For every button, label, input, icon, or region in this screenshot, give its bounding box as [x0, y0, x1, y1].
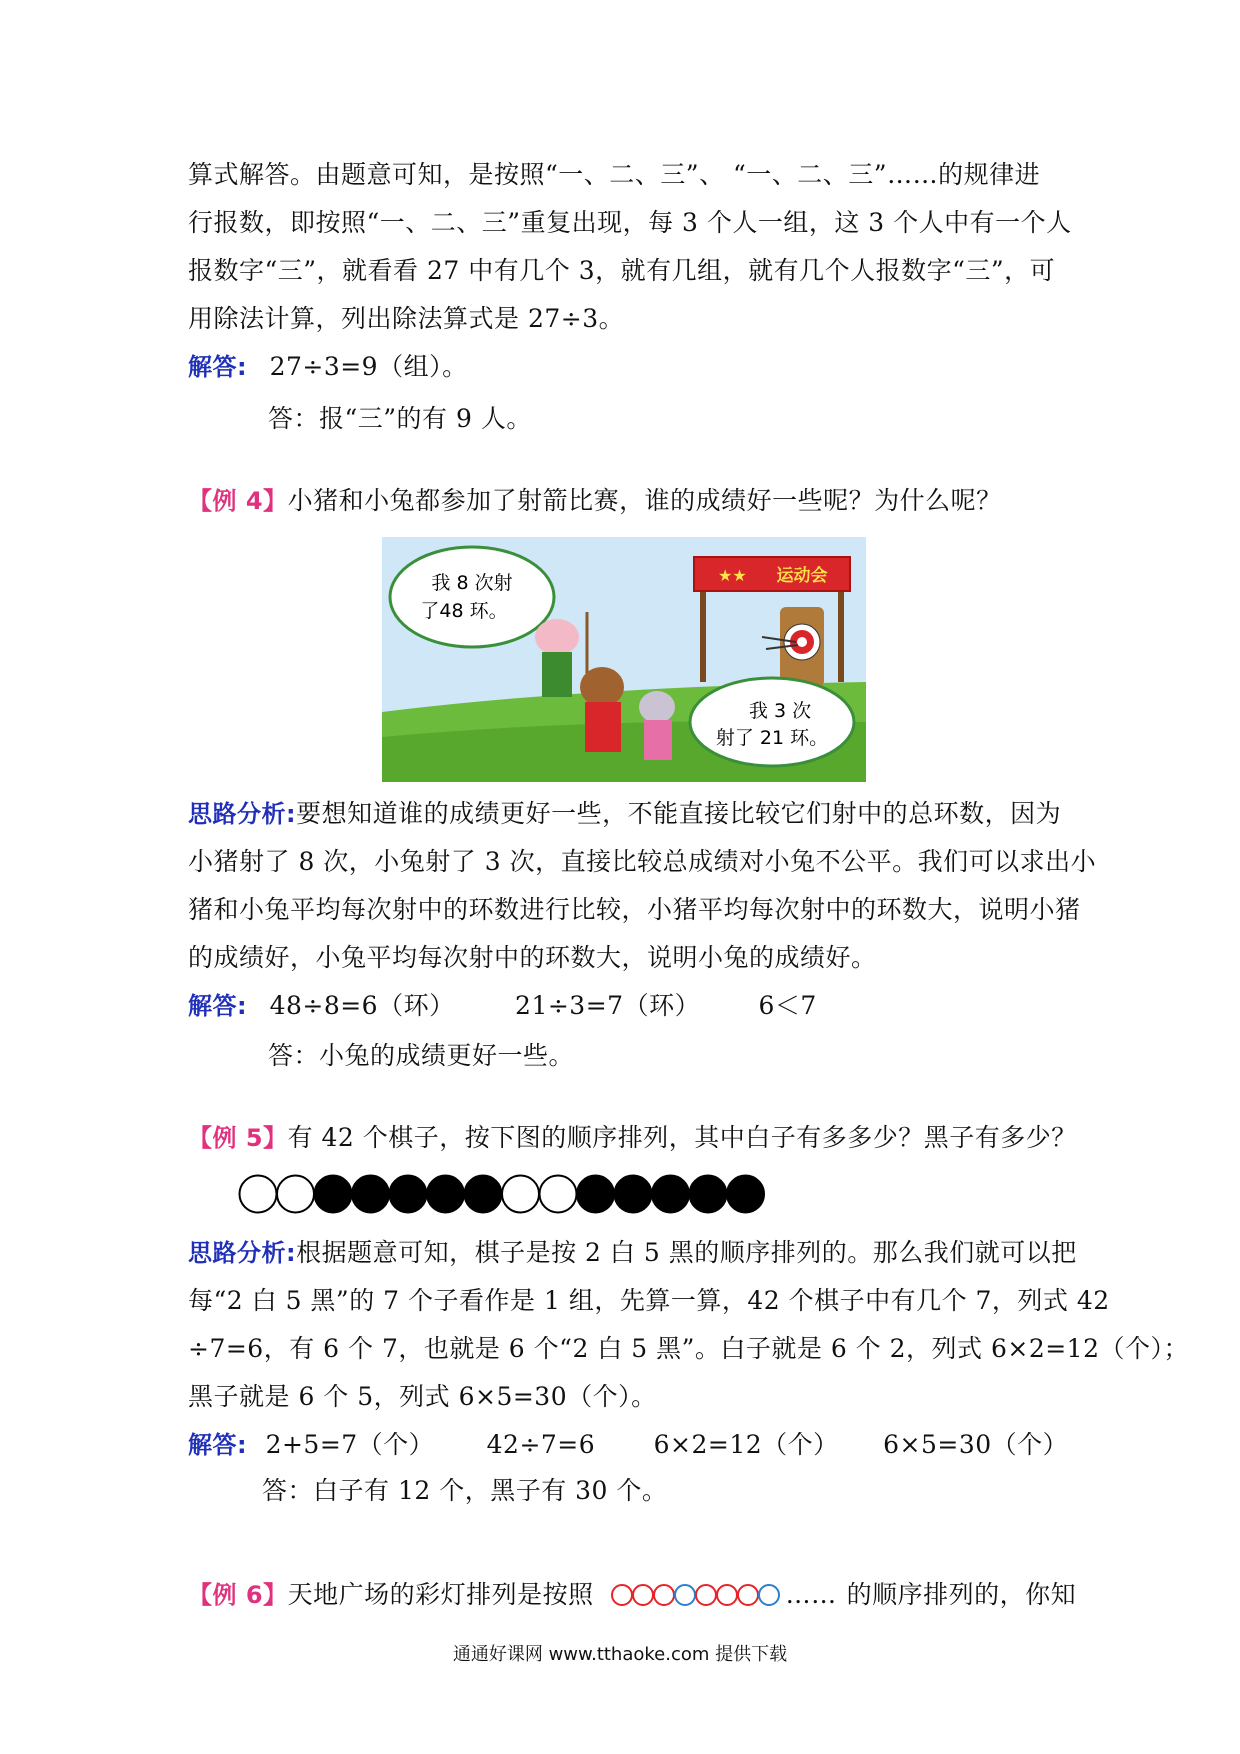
svg-text:★★: ★★ [718, 566, 747, 585]
question-text: 小猪和小兔都参加了射箭比赛，谁的成绩好一些呢？为什么呢？ [287, 486, 1002, 515]
question-text: 的顺序排列的，你知 [846, 1580, 1077, 1609]
answer-expression: 6×5=30（个） [883, 1430, 1069, 1459]
analysis-label: 思路分析: [188, 1239, 297, 1267]
red-light [717, 1585, 737, 1605]
question-text: 天地广场的彩灯排列是按照 [287, 1580, 594, 1609]
paragraph-line: 用除法计算，列出除法算式是 27÷3。 [188, 304, 625, 333]
analysis-text: 根据题意可知，棋子是按 2 白 5 黑的顺序排列的。那么我们就可以把 [296, 1238, 1077, 1267]
analysis-line [188, 797, 1061, 831]
paragraph-line: 算式解答。由题意可知，是按照“一、二、三”、 “一、二、三”……的规律进 [188, 160, 1041, 189]
example-tag: 【例 6】 [188, 1581, 288, 1609]
example-6-question [188, 1578, 1076, 1612]
blue-light [759, 1585, 779, 1605]
answer-expression: 21÷3=7（环） [515, 991, 701, 1020]
black-piece [652, 1176, 689, 1213]
white-piece [540, 1176, 577, 1213]
reply-line: 答：白子有 12 个，黑子有 30 个。 [262, 1476, 668, 1505]
example-5-question [188, 1121, 1077, 1155]
black-piece [615, 1176, 652, 1213]
ellipsis: …… [785, 1580, 837, 1609]
answer-expression: 2+5=7（个） [265, 1430, 435, 1459]
bubble-left-line1: 我 8 次射 [431, 572, 513, 594]
black-piece [465, 1176, 502, 1213]
black-piece [727, 1176, 764, 1213]
reply-line: 答：报“三”的有 9 人。 [268, 404, 532, 433]
answer-label: 解答: [188, 353, 248, 381]
black-piece [390, 1176, 427, 1213]
analysis-line: 每“2 白 5 黑”的 7 个子看作是 1 组，先算一算，42 个棋子中有几个 7，列式 42 [188, 1286, 1110, 1315]
answer-label: 解答: [188, 1431, 248, 1459]
analysis-text: 要想知道谁的成绩更好一些，不能直接比较它们射中的总环数，因为 [296, 799, 1062, 828]
white-piece [240, 1176, 277, 1213]
example-4-question [188, 484, 1002, 518]
blue-light [675, 1585, 695, 1605]
answer-expression: 42÷7=6 [486, 1430, 596, 1459]
answer-line [188, 1428, 1068, 1462]
answer-expression: 6＜7 [758, 991, 817, 1020]
analysis-line: ÷7=6，有 6 个 7，也就是 6 个“2 白 5 黑”。白子就是 6 个 2，列式 6×2=12（个）； [188, 1334, 1189, 1363]
bubble-right-line2: 射了 21 环。 [715, 727, 829, 749]
answer-expression: 48÷8=6（环） [269, 991, 455, 1020]
answer-label: 解答: [188, 992, 248, 1020]
red-light [633, 1585, 653, 1605]
white-piece [277, 1176, 314, 1213]
question-text: 有 42 个棋子，按下图的顺序排列，其中白子有多多少？黑子有多少？ [287, 1123, 1077, 1152]
black-piece [427, 1176, 464, 1213]
paragraph-line: 行报数，即按照“一、二、三”重复出现，每 3 个人一组，这 3 个人中有一个人 [188, 208, 1072, 237]
paragraph-line: 报数字“三”，就看看 27 中有几个 3，就有几组，就有几个人报数字“三”，可 [188, 256, 1056, 285]
red-light [738, 1585, 758, 1605]
black-piece [352, 1176, 389, 1213]
chess-pieces-row [238, 1172, 794, 1216]
answer-line [188, 989, 817, 1023]
black-piece [690, 1176, 727, 1213]
red-light [654, 1585, 674, 1605]
bubble-right-line1: 我 3 次 [748, 700, 812, 722]
reply-line: 答：小兔的成绩更好一些。 [268, 1041, 575, 1070]
analysis-line [188, 1236, 1077, 1270]
example-tag: 【例 5】 [188, 1124, 288, 1152]
answer-line [188, 350, 468, 384]
analysis-line: 小猪射了 8 次，小兔射了 3 次，直接比较总成绩对小兔不公平。我们可以求出小 [188, 847, 1097, 876]
example-tag: 【例 4】 [188, 487, 288, 515]
archery-illustration [382, 537, 866, 782]
white-piece [502, 1176, 539, 1213]
analysis-line: 黑子就是 6 个 5，列式 6×5=30（个）。 [188, 1382, 657, 1411]
footer-watermark: 通通好课网 www.tthaoke.com 提供下载 [452, 1644, 788, 1665]
answer-expression: 27÷3=9（组）。 [269, 352, 468, 381]
red-light [696, 1585, 716, 1605]
analysis-line: 的成绩好，小兔平均每次射中的环数大，说明小兔的成绩好。 [188, 943, 877, 972]
black-piece [315, 1176, 352, 1213]
red-light [612, 1585, 632, 1605]
lights-sequence [610, 1582, 786, 1608]
answer-expression: 6×2=12（个） [653, 1430, 839, 1459]
bubble-left-line2: 了48 环。 [420, 600, 508, 622]
analysis-label: 思路分析: [188, 800, 297, 828]
banner-text: 运动会 [776, 566, 828, 586]
black-piece [577, 1176, 614, 1213]
analysis-line: 猪和小兔平均每次射中的环数进行比较，小猪平均每次射中的环数大，说明小猪 [188, 895, 1081, 924]
